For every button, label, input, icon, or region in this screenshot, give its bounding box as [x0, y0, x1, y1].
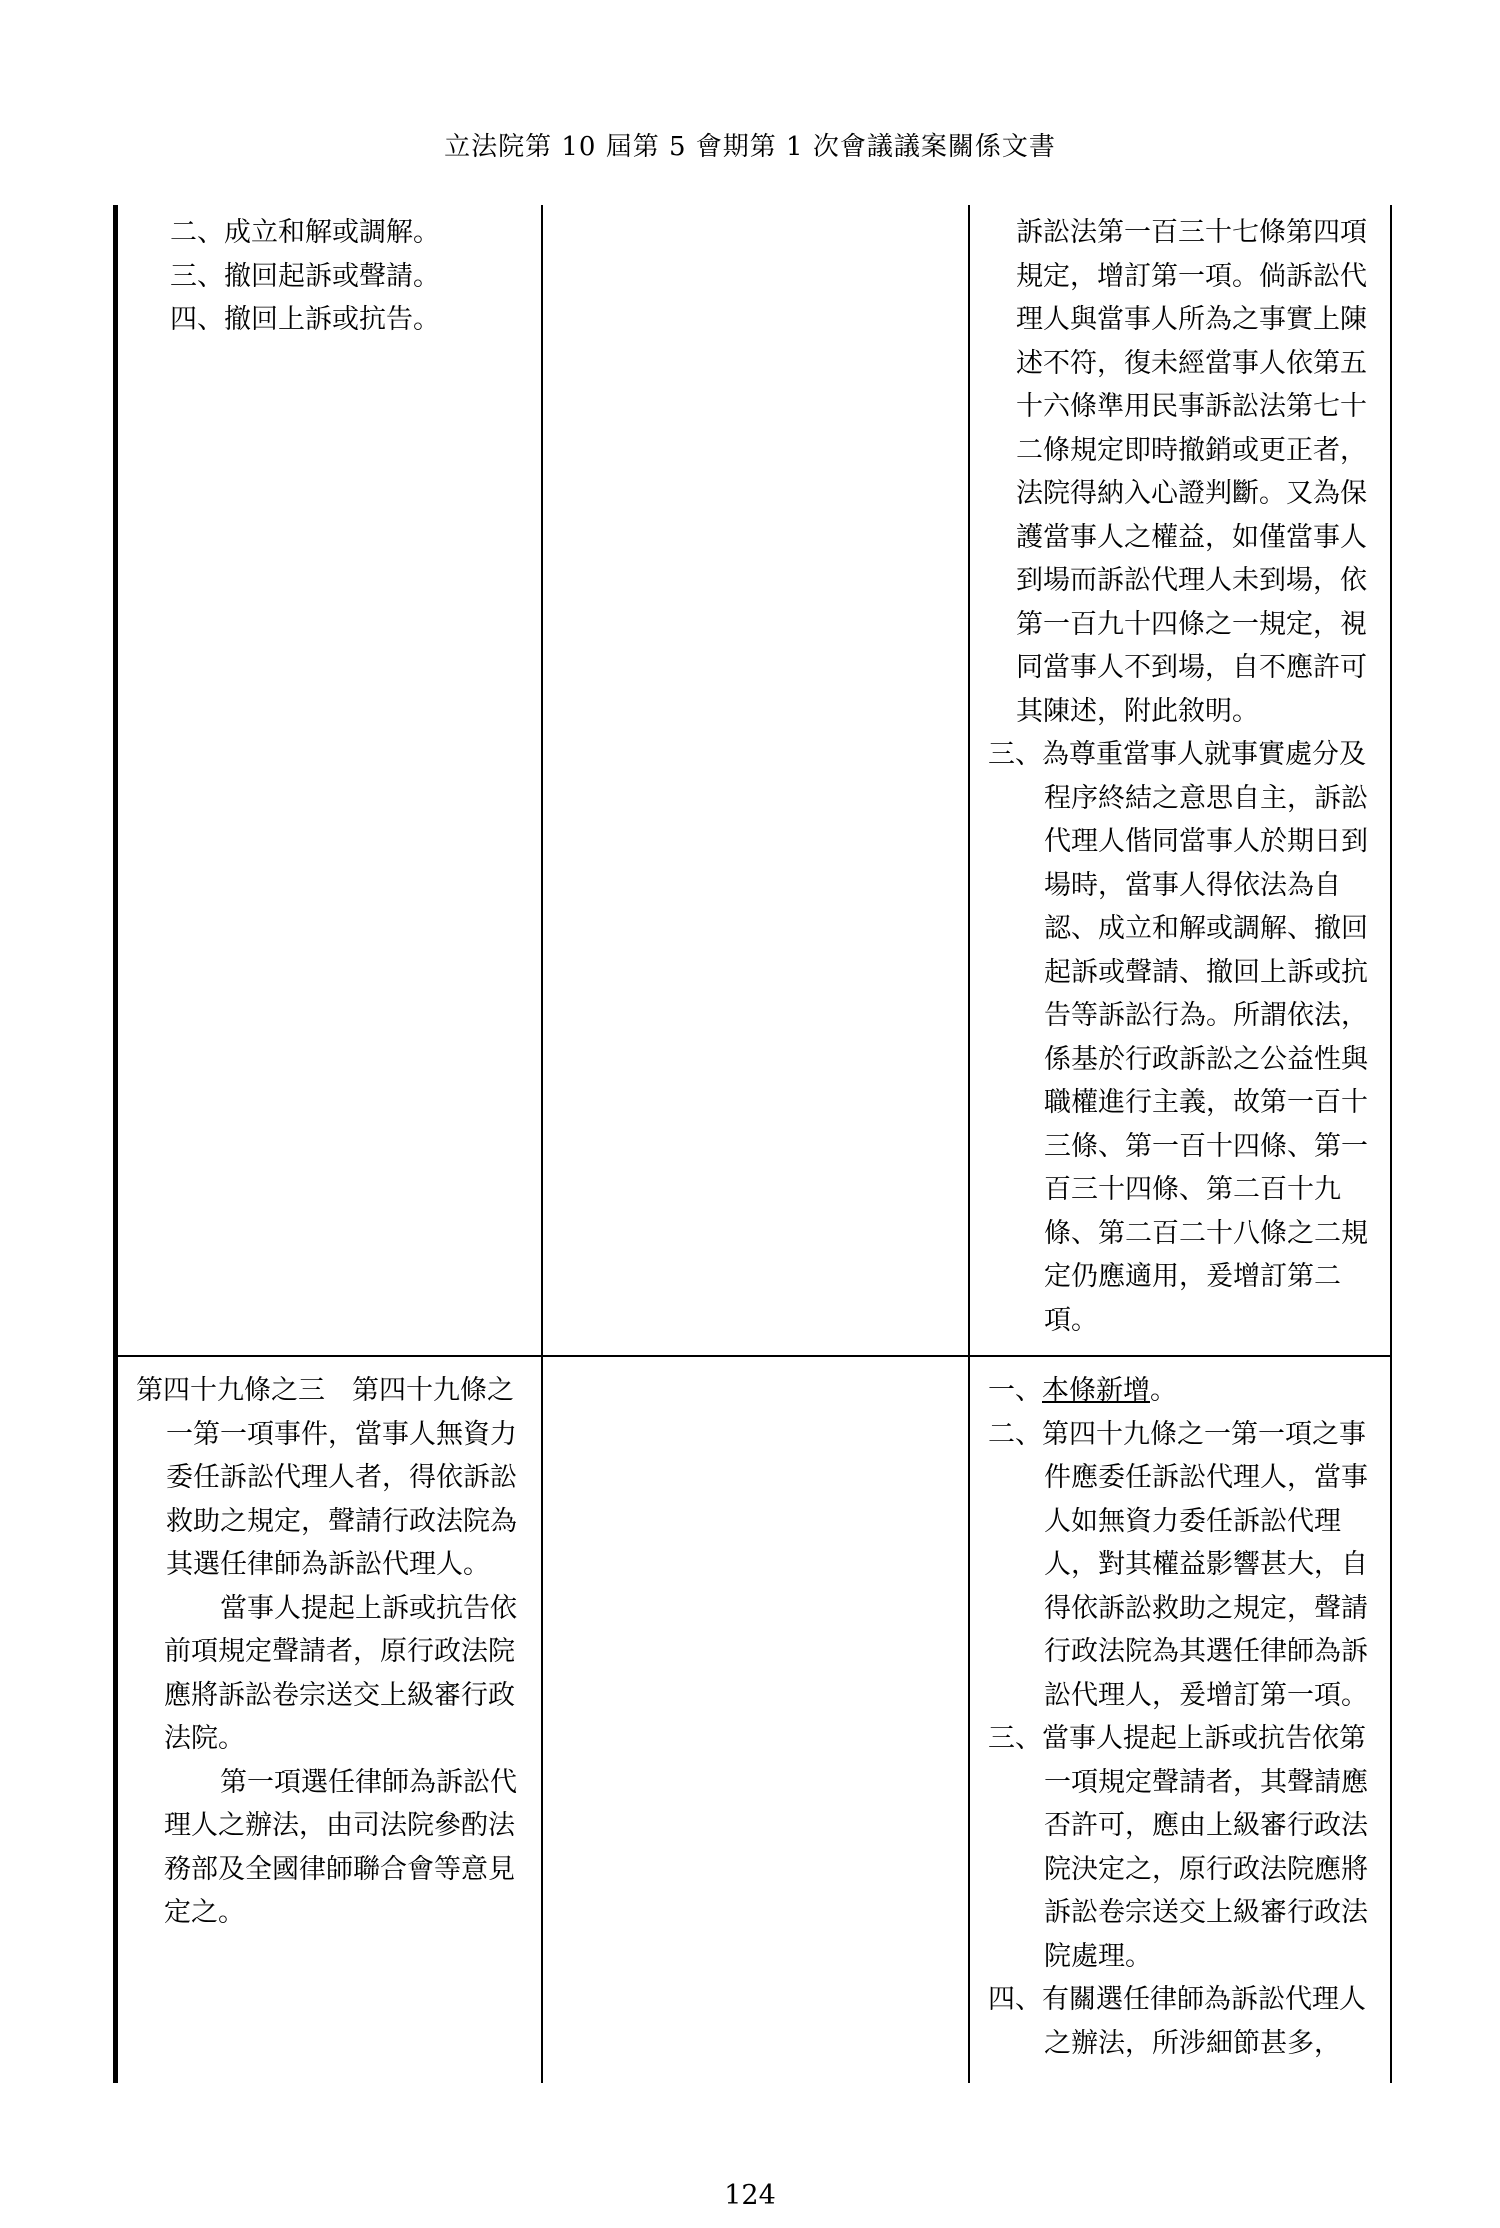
reason-item-3: 三、為尊重當事人就事實處分及程序終結之意思自主，訴訟代理人偕同當事人於期日到場時，當事人得依法為自認、成立和解或調解、撤回起訴或聲請、撤回上訴或抗告等訴訟行為。所謂依法，係基於行政訴訟之公益性與職權進行主義，故第一百十三條、第一百十四條、第一百三十四條、第二百十九條、第二百二十八條之二規定仍應適用，爰增訂第二項。	[988, 739, 1368, 1336]
list-item: 二、成立和解或調解。	[170, 217, 440, 248]
page-number: 124	[724, 2180, 776, 2211]
list-item: 四、撤回上訴或抗告。	[170, 304, 440, 335]
comparison-table	[113, 205, 1392, 2083]
reason-continuation: 訴訟法第一百三十七條第四項規定，增訂第一項。倘訴訟代理人與當事人所為之事實上陳述不符，復未經當事人依第五十六條準用民事訴訟法第七十二條規定即時撤銷或更正者，法院得納入心證判斷。又為保護當事人之權益，如僅當事人到場而訴訟代理人未到場，依第一百九十四條之一規定，視同當事人不到場，自不應許可其陳述，附此敘明。	[1016, 217, 1367, 727]
article-paragraph-2: 當事人提起上訴或抗告依前項規定聲請者，原行政法院應將訴訟卷宗送交上級審行政法院。	[164, 1592, 517, 1754]
provision-column-cell	[116, 205, 543, 1356]
article-heading: 第四十九條之三 第四十九條之一第一項事件，當事人無資力委任訴訟代理人者，得依訴訟救助之規定，聲請行政法院為其選任律師為訴訟代理人。	[136, 1375, 517, 1580]
reason-item-2: 二、第四十九條之一第一項之事件應委任訴訟代理人，當事人如無資力委任訴訟代理人，對其權益影響甚大，自得依訴訟救助之規定，聲請行政法院為其選任律師為訴訟代理人，爰增訂第一項。	[988, 1418, 1368, 1711]
reason-column-cell	[969, 205, 1391, 1356]
provision-column-cell	[116, 1356, 543, 2083]
table-row	[116, 205, 1392, 1356]
current-law-column-cell	[542, 1356, 969, 2083]
reason-item-3: 三、當事人提起上訴或抗告依第一項規定聲請者，其聲請應否許可，應由上級審行政法院決定之，原行政法院應將訴訟卷宗送交上級審行政法院處理。	[988, 1723, 1368, 1972]
reason-item-1: 一、本條新增。	[988, 1375, 1177, 1406]
reason-item-4: 四、有關選任律師為訴訟代理人之辦法，所涉細節甚多，	[988, 1984, 1366, 2059]
table-row	[116, 1356, 1392, 2083]
reason-column-cell	[969, 1356, 1391, 2083]
new-article-note: 本條新增	[1042, 1375, 1150, 1406]
current-law-column-cell	[542, 205, 969, 1356]
article-paragraph-3: 第一項選任律師為訴訟代理人之辦法，由司法院參酌法務部及全國律師聯合會等意見定之。	[164, 1766, 517, 1928]
page-header: 立法院第 10 屆第 5 會期第 1 次會議議案關係文書	[444, 132, 1056, 162]
list-item: 三、撤回起訴或聲請。	[170, 260, 440, 292]
